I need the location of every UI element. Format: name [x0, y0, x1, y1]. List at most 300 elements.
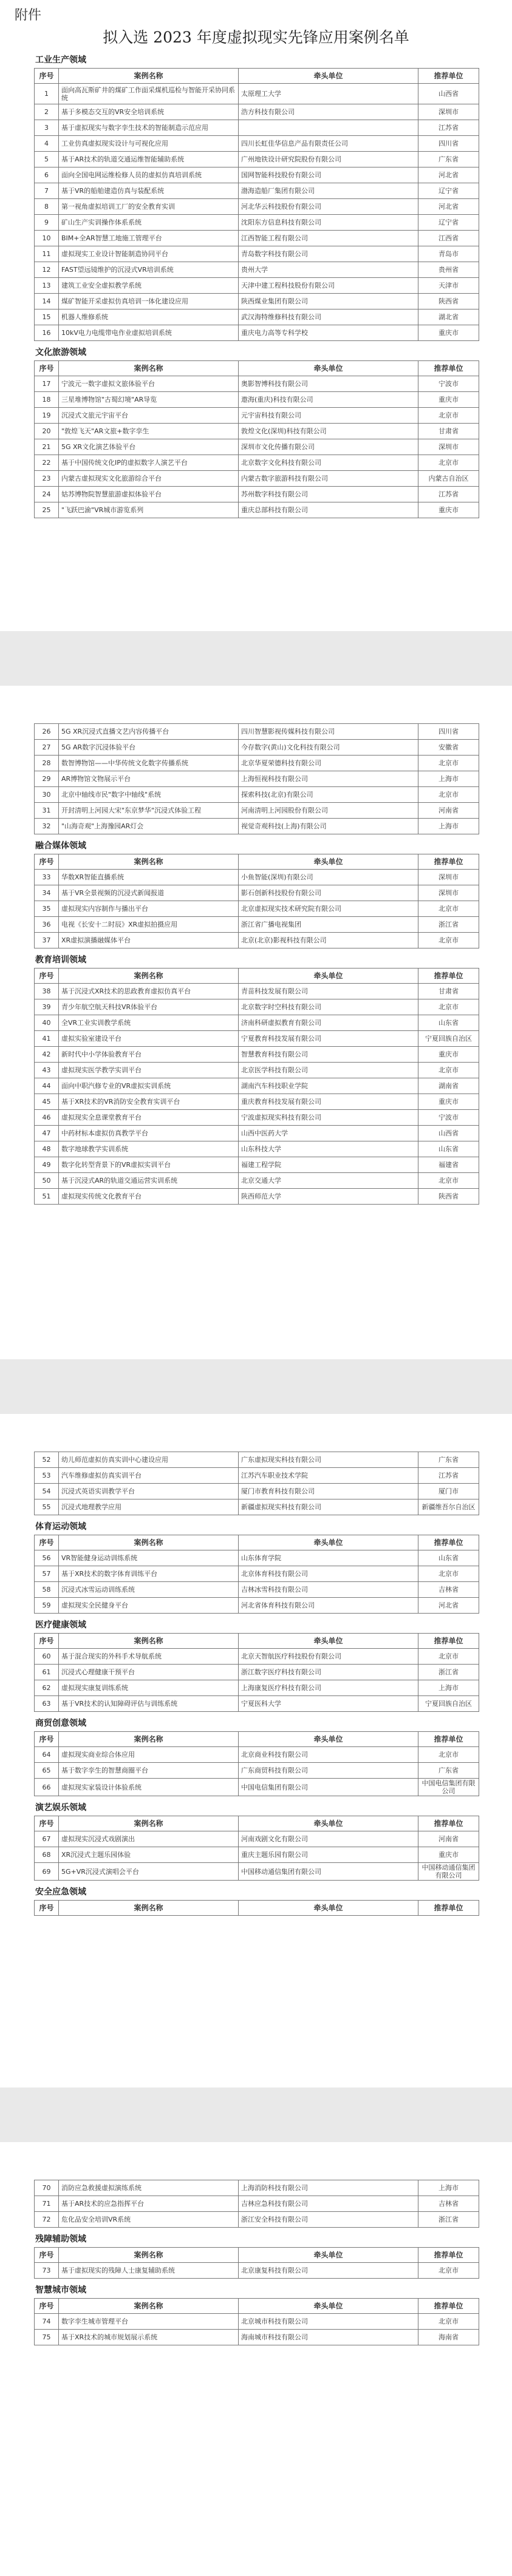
table-row: [35, 1063, 479, 1078]
header-region: 推荐单位: [418, 2248, 479, 2263]
case-name: 幼儿师范虚拟仿真实训中心建设应用: [59, 1452, 239, 1468]
header-region: 推荐单位: [418, 1634, 479, 1649]
spacer: [34, 1205, 479, 1208]
table-row: [35, 502, 479, 518]
case-number: 33: [35, 870, 59, 885]
case-number: 40: [35, 1015, 59, 1031]
table-row: [35, 1094, 479, 1110]
table-row: [35, 2330, 479, 2345]
case-number: 73: [35, 2263, 59, 2279]
lead-unit: 北京体育科技有限公司: [239, 1566, 418, 1582]
case-number: 31: [35, 803, 59, 819]
recommending-unit: 福建省: [418, 1157, 479, 1173]
table-row: [35, 439, 479, 455]
lead-unit: 北京虚拟现实技术研究院有限公司: [239, 901, 418, 917]
header-no: 序号: [35, 2299, 59, 2314]
case-number: 4: [35, 136, 59, 152]
recommending-unit: 海南省: [418, 2330, 479, 2345]
case-name: XR沉浸式主题乐园体验: [59, 1847, 239, 1863]
lead-unit: 国网智能科技股份有限公司: [239, 167, 418, 183]
lead-unit: [239, 120, 418, 136]
lead-unit: 陕西煤业集团有限公司: [239, 294, 418, 309]
lead-unit: 元宇宙科技有限公司: [239, 408, 418, 424]
case-name: BIM+全AR智慧工地施工管理平台: [59, 231, 239, 246]
table-row: [35, 1015, 479, 1031]
case-name: 虚拟现实康复训练系统: [59, 1680, 239, 1696]
section-heading: 工业生产领域: [35, 55, 86, 65]
recommending-unit: 河北省: [418, 167, 479, 183]
table-row: [35, 215, 479, 231]
case-number: 58: [35, 1582, 59, 1598]
case-number: 54: [35, 1484, 59, 1499]
table-row: [35, 1484, 479, 1499]
table-row: [35, 325, 479, 341]
header-no: 序号: [35, 969, 59, 984]
case-number: 69: [35, 1863, 59, 1881]
header-name: 案例名称: [59, 69, 239, 84]
case-number: 38: [35, 984, 59, 999]
section-heading: 安全应急领域: [35, 1887, 86, 1897]
case-name: 三星堆博物馆"古蜀幻境"AR导览: [59, 392, 239, 408]
case-number: 46: [35, 1110, 59, 1126]
recommending-unit: 浙江省: [418, 1665, 479, 1680]
recommending-unit: 甘肃省: [418, 424, 479, 439]
lead-unit: 武汉海特维修科技有限公司: [239, 309, 418, 325]
case-number: 42: [35, 1047, 59, 1063]
lead-unit: 四川长虹佳华信息产品有限责任公司: [239, 136, 418, 152]
case-name: 基于AR技术的应急指挥平台: [59, 2196, 239, 2212]
lead-unit: 北京数字时空科技有限公司: [239, 999, 418, 1015]
case-name: 5G AR数字沉浸体验平台: [59, 740, 239, 756]
case-number: 66: [35, 1779, 59, 1796]
table-header-row: [35, 1634, 479, 1649]
recommending-unit: 宁夏回族自治区: [418, 1031, 479, 1047]
table-row: [35, 1763, 479, 1779]
lead-unit: 河南清明上河园股份有限公司: [239, 803, 418, 819]
lead-unit: 遨海(重庆)科技有限公司: [239, 392, 418, 408]
case-name: 汽车维修虚拟仿真实训平台: [59, 1468, 239, 1484]
table-header-row: [35, 1732, 479, 1747]
recommending-unit: 山东省: [418, 1141, 479, 1157]
case-number: 10: [35, 231, 59, 246]
case-number: 6: [35, 167, 59, 183]
recommending-unit: 宁波市: [418, 1110, 479, 1126]
recommending-unit: 重庆市: [418, 325, 479, 341]
recommending-unit: 新疆维吾尔自治区: [418, 1499, 479, 1515]
case-number: 1: [35, 84, 59, 104]
table-row: [35, 1550, 479, 1566]
page-1: [0, 0, 512, 631]
table-row: [35, 1157, 479, 1173]
header-unit: 牵头单位: [239, 854, 418, 870]
header-name: 案例名称: [59, 1535, 239, 1550]
table-row: [35, 408, 479, 424]
lead-unit: 沈阳东方信息科技有限公司: [239, 215, 418, 231]
table-row: [35, 1031, 479, 1047]
case-table: [34, 1731, 479, 1796]
lead-unit: 天津中建工程科技股份有限公司: [239, 278, 418, 294]
recommending-unit: 北京市: [418, 408, 479, 424]
case-name: 基于XR技术的城市规划展示系统: [59, 2330, 239, 2345]
table-row: [35, 2263, 479, 2279]
recommending-unit: 山东省: [418, 1550, 479, 1566]
header-region: 推荐单位: [418, 854, 479, 870]
case-number: 68: [35, 1847, 59, 1863]
case-name: 虚拟实验室建设平台: [59, 1031, 239, 1047]
recommending-unit: 山东省: [418, 1015, 479, 1031]
table-row: [35, 1831, 479, 1847]
case-number: 5: [35, 152, 59, 167]
header-name: 案例名称: [59, 2299, 239, 2314]
table-header-row: [35, 1901, 479, 1916]
header-unit: 牵头单位: [239, 1634, 418, 1649]
table-row: [35, 917, 479, 933]
case-table: [34, 1816, 479, 1881]
section-heading: 智慧城市领域: [35, 2285, 86, 2295]
table-row: [35, 870, 479, 885]
case-number: 57: [35, 1566, 59, 1582]
table-row: [35, 771, 479, 787]
recommending-unit: 重庆市: [418, 392, 479, 408]
recommending-unit: 上海市: [418, 771, 479, 787]
lead-unit: 重庆主题乐园有限公司: [239, 1847, 418, 1863]
case-number: 47: [35, 1126, 59, 1141]
recommending-unit: 辽宁省: [418, 215, 479, 231]
recommending-unit: 北京市: [418, 1649, 479, 1665]
case-table: [34, 1452, 479, 1515]
header-name: 案例名称: [59, 361, 239, 376]
recommending-unit: 陕西省: [418, 1189, 479, 1205]
section-heading: 残障辅助领域: [35, 2234, 86, 2244]
table-row: [35, 455, 479, 471]
case-name: 5G XR沉浸式直播文艺内容传播平台: [59, 724, 239, 740]
case-name: 内蒙古虚拟现实文化旅游综合平台: [59, 471, 239, 487]
header-unit: 牵头单位: [239, 69, 418, 84]
recommending-unit: 北京市: [418, 999, 479, 1015]
case-name: VR智能健身运动训练系统: [59, 1550, 239, 1566]
header-region: 推荐单位: [418, 69, 479, 84]
header-region: 推荐单位: [418, 1535, 479, 1550]
lead-unit: 广东虚拟现实科技有限公司: [239, 1452, 418, 1468]
table-row: [35, 756, 479, 771]
table-row: [35, 787, 479, 803]
case-number: 18: [35, 392, 59, 408]
table-row: [35, 1126, 479, 1141]
recommending-unit: 天津市: [418, 278, 479, 294]
lead-unit: 浙江安全科技有限公司: [239, 2212, 418, 2228]
table-row: [35, 1566, 479, 1582]
recommending-unit: 北京市: [418, 787, 479, 803]
recommending-unit: 重庆市: [418, 1047, 479, 1063]
section-heading: 商贸创意领域: [35, 1719, 86, 1728]
table-row: [35, 262, 479, 278]
table-row: [35, 740, 479, 756]
case-table: [34, 2247, 479, 2279]
section-heading: 体育运动领域: [35, 1522, 86, 1532]
header-no: 序号: [35, 1535, 59, 1550]
case-number: 35: [35, 901, 59, 917]
lead-unit: 陕西师范大学: [239, 1189, 418, 1205]
lead-unit: 今存数字(黄山)文化科技有限公司: [239, 740, 418, 756]
lead-unit: 湖南汽车科技职业学院: [239, 1078, 418, 1094]
recommending-unit: 北京市: [418, 901, 479, 917]
table-header-row: [35, 69, 479, 84]
case-name: 危化品安全培训VR系统: [59, 2212, 239, 2228]
lead-unit: 海南城市科技有限公司: [239, 2330, 418, 2345]
case-number: 45: [35, 1094, 59, 1110]
lead-unit: 智慧教育科技有限公司: [239, 1047, 418, 1063]
case-table: [34, 854, 479, 948]
case-name: 基于XR技术的数字体育训练平台: [59, 1566, 239, 1582]
case-name: 沉浸式冰雪运动训练系统: [59, 1582, 239, 1598]
recommending-unit: 甘肃省: [418, 984, 479, 999]
case-name: 姑苏博物院智慧旅游虚拟体验平台: [59, 487, 239, 502]
case-name: 面向中职汽修专业的VR虚拟实训系统: [59, 1078, 239, 1094]
recommending-unit: 江苏省: [418, 487, 479, 502]
recommending-unit: 厦门市: [418, 1484, 479, 1499]
case-name: "敦煌飞天"AR文旅+数字孪生: [59, 424, 239, 439]
lead-unit: 渤海造船厂集团有限公司: [239, 183, 418, 199]
case-name: 基于沉浸式XR技术的思政教育虚拟仿真平台: [59, 984, 239, 999]
table-row: [35, 803, 479, 819]
header-unit: 牵头单位: [239, 1816, 418, 1831]
case-name: 面向全国电网运维检修人员的虚拟仿真培训系统: [59, 167, 239, 183]
table-row: [35, 2212, 479, 2228]
table-row: [35, 1680, 479, 1696]
table-row: [35, 2180, 479, 2196]
case-name: 虚拟现实工业设计智能制造协同平台: [59, 246, 239, 262]
case-number: 63: [35, 1696, 59, 1712]
case-name: 第一视角虚拟培训工厂的安全教育实训: [59, 199, 239, 215]
table-row: [35, 167, 479, 183]
case-name: 虚拟现实全息课堂教育平台: [59, 1110, 239, 1126]
recommending-unit: 深圳市: [418, 870, 479, 885]
recommending-unit: 重庆市: [418, 1847, 479, 1863]
header-region: 推荐单位: [418, 361, 479, 376]
header-no: 序号: [35, 1732, 59, 1747]
case-number: 24: [35, 487, 59, 502]
case-number: 16: [35, 325, 59, 341]
document-title: 拟入选 2023 年度虚拟现实先锋应用案例名单: [103, 29, 409, 46]
case-number: 71: [35, 2196, 59, 2212]
table-row: [35, 1468, 479, 1484]
lead-unit: 山西中医药大学: [239, 1126, 418, 1141]
section-heading: 教育培训领域: [35, 955, 86, 965]
table-row: [35, 1747, 479, 1763]
recommending-unit: 上海市: [418, 1680, 479, 1696]
lead-unit: 视觉奇观科技(上海)有限公司: [239, 819, 418, 834]
case-name: 沉浸式英语实训教学平台: [59, 1484, 239, 1499]
table-row: [35, 294, 479, 309]
recommending-unit: 河北省: [418, 199, 479, 215]
recommending-unit: 四川省: [418, 724, 479, 740]
header-name: 案例名称: [59, 1634, 239, 1649]
table-row: [35, 1598, 479, 1614]
recommending-unit: 深圳市: [418, 885, 479, 901]
recommending-unit: 陕西省: [418, 294, 479, 309]
recommending-unit: 北京市: [418, 1173, 479, 1189]
header-unit: 牵头单位: [239, 1535, 418, 1550]
case-name: 基于AR技术的轨道交通运维智能辅助系统: [59, 152, 239, 167]
case-number: 2: [35, 104, 59, 120]
case-number: 27: [35, 740, 59, 756]
case-name: 北京中轴线市民"数字中轴线"系统: [59, 787, 239, 803]
recommending-unit: 北京市: [418, 1566, 479, 1582]
lead-unit: 影石创新科技股份有限公司: [239, 885, 418, 901]
case-number: 51: [35, 1189, 59, 1205]
recommending-unit: 北京市: [418, 756, 479, 771]
case-name: 虚拟现实传统文化教育平台: [59, 1189, 239, 1205]
lead-unit: 济南科研虚拟教育有限公司: [239, 1015, 418, 1031]
table-header-row: [35, 361, 479, 376]
case-number: 44: [35, 1078, 59, 1094]
case-number: 72: [35, 2212, 59, 2228]
table-header-row: [35, 1816, 479, 1831]
table-row: [35, 1173, 479, 1189]
case-name: 基于VR的船舶建造仿真与装配系统: [59, 183, 239, 199]
page-content: [34, 723, 479, 1208]
case-number: 26: [35, 724, 59, 740]
header-unit: 牵头单位: [239, 1901, 418, 1916]
recommending-unit: 吉林省: [418, 1582, 479, 1598]
recommending-unit: 深圳市: [418, 439, 479, 455]
case-number: 20: [35, 424, 59, 439]
page-content: [34, 52, 479, 522]
table-row: [35, 246, 479, 262]
table-row: [35, 376, 479, 392]
lead-unit: 广东商贸科技有限公司: [239, 1763, 418, 1779]
recommending-unit: 北京市: [418, 933, 479, 948]
table-row: [35, 999, 479, 1015]
table-row: [35, 1189, 479, 1205]
header-region: 推荐单位: [418, 1732, 479, 1747]
case-number: 75: [35, 2330, 59, 2345]
case-name: 新时代中小学体验教育平台: [59, 1047, 239, 1063]
table-row: [35, 984, 479, 999]
table-row: [35, 1649, 479, 1665]
table-row: [35, 1779, 479, 1796]
table-row: [35, 724, 479, 740]
recommending-unit: 广东省: [418, 1763, 479, 1779]
table-header-row: [35, 1535, 479, 1550]
table-row: [35, 199, 479, 215]
lead-unit: 重庆教育科技发展有限公司: [239, 1094, 418, 1110]
table-row: [35, 471, 479, 487]
case-name: 虚拟现实家装设计体验系统: [59, 1779, 239, 1796]
lead-unit: 厦门市教育科技有限公司: [239, 1484, 418, 1499]
case-name: 华数XR智能直播系统: [59, 870, 239, 885]
case-name: 开封清明上河园大宋"东京梦华"沉浸式体验工程: [59, 803, 239, 819]
header-unit: 牵头单位: [239, 1732, 418, 1747]
table-header-row: [35, 2248, 479, 2263]
lead-unit: 内蒙古数字旅游科技有限公司: [239, 471, 418, 487]
lead-unit: 敦煌文化(深圳)科技有限公司: [239, 424, 418, 439]
case-name: 虚拟现实沉浸式戏剧演出: [59, 1831, 239, 1847]
case-number: 12: [35, 262, 59, 278]
section-heading: 演艺娱乐领域: [35, 1803, 86, 1813]
case-number: 52: [35, 1452, 59, 1468]
case-name: 基于混合现实的外科手术导航系统: [59, 1649, 239, 1665]
case-name: 基于VR技术的认知障碍评估与训练系统: [59, 1696, 239, 1712]
recommending-unit: 湖北省: [418, 309, 479, 325]
case-number: 22: [35, 455, 59, 471]
recommending-unit: 河北省: [418, 1598, 479, 1614]
header-no: 序号: [35, 854, 59, 870]
recommending-unit: 吉林省: [418, 2196, 479, 2212]
case-number: 48: [35, 1141, 59, 1157]
lead-unit: 广州地铁设计研究院股份有限公司: [239, 152, 418, 167]
header-no: 序号: [35, 1816, 59, 1831]
case-number: 43: [35, 1063, 59, 1078]
lead-unit: 奥影智博科技有限公司: [239, 376, 418, 392]
case-table: [34, 68, 479, 341]
case-name: 数字孪生城市管理平台: [59, 2314, 239, 2330]
case-name: AR博物馆文物展示平台: [59, 771, 239, 787]
case-name: 电视《长安十二时辰》XR虚拟拍摄应用: [59, 917, 239, 933]
case-name: 沉浸式心理健康干预平台: [59, 1665, 239, 1680]
case-name: 面向高瓦斯矿井的煤矿工作面采煤机巡检与智能开采协同系统: [59, 84, 239, 104]
case-table: [34, 1900, 479, 1916]
lead-unit: 宁夏医科大学: [239, 1696, 418, 1712]
section-heading: 医疗健康领域: [35, 1620, 86, 1630]
case-name: 虚拟现实内容制作与播出平台: [59, 901, 239, 917]
header-name: 案例名称: [59, 1732, 239, 1747]
lead-unit: 河北华云科技股份有限公司: [239, 199, 418, 215]
case-number: 30: [35, 787, 59, 803]
lead-unit: 吉林冰雪科技有限公司: [239, 1582, 418, 1598]
case-number: 37: [35, 933, 59, 948]
table-row: [35, 183, 479, 199]
case-table: [34, 1535, 479, 1614]
recommending-unit: 河南省: [418, 803, 479, 819]
header-no: 序号: [35, 361, 59, 376]
case-name: 虚拟现实商业综合体应用: [59, 1747, 239, 1763]
case-number: 28: [35, 756, 59, 771]
header-region: 推荐单位: [418, 1816, 479, 1831]
table-row: [35, 1452, 479, 1468]
table-row: [35, 885, 479, 901]
case-number: 39: [35, 999, 59, 1015]
lead-unit: 新疆虚拟现实科技有限公司: [239, 1499, 418, 1515]
table-row: [35, 1696, 479, 1712]
lead-unit: 重庆总部科技有限公司: [239, 502, 418, 518]
case-number: 67: [35, 1831, 59, 1847]
header-region: 推荐单位: [418, 2299, 479, 2314]
case-name: FAST望远镜维护的沉浸式VR培训系统: [59, 262, 239, 278]
lead-unit: 上海康复医疗科技有限公司: [239, 1680, 418, 1696]
case-table: [34, 2298, 479, 2345]
lead-unit: 江苏汽车职业技术学院: [239, 1468, 418, 1484]
lead-unit: 山东体育学院: [239, 1550, 418, 1566]
case-table: [34, 1633, 479, 1712]
case-name: 工业仿真虚拟现实设计与可视化应用: [59, 136, 239, 152]
case-number: 55: [35, 1499, 59, 1515]
lead-unit: 上海消防科技有限公司: [239, 2180, 418, 2196]
recommending-unit: 河南省: [418, 1831, 479, 1847]
case-number: 9: [35, 215, 59, 231]
lead-unit: 上海恒视科技有限公司: [239, 771, 418, 787]
header-unit: 牵头单位: [239, 969, 418, 984]
lead-unit: 浩方科技有限公司: [239, 104, 418, 120]
case-number: 61: [35, 1665, 59, 1680]
lead-unit: 吉林应急科技有限公司: [239, 2196, 418, 2212]
recommending-unit: 湖南省: [418, 1078, 479, 1094]
case-name: 沉浸式文旅元宇宙平台: [59, 408, 239, 424]
lead-unit: 北京城市科技有限公司: [239, 2314, 418, 2330]
case-number: 17: [35, 376, 59, 392]
header-no: 序号: [35, 2248, 59, 2263]
case-name: 基于虚拟现实与数字孪生技术的智能制造示范应用: [59, 120, 239, 136]
